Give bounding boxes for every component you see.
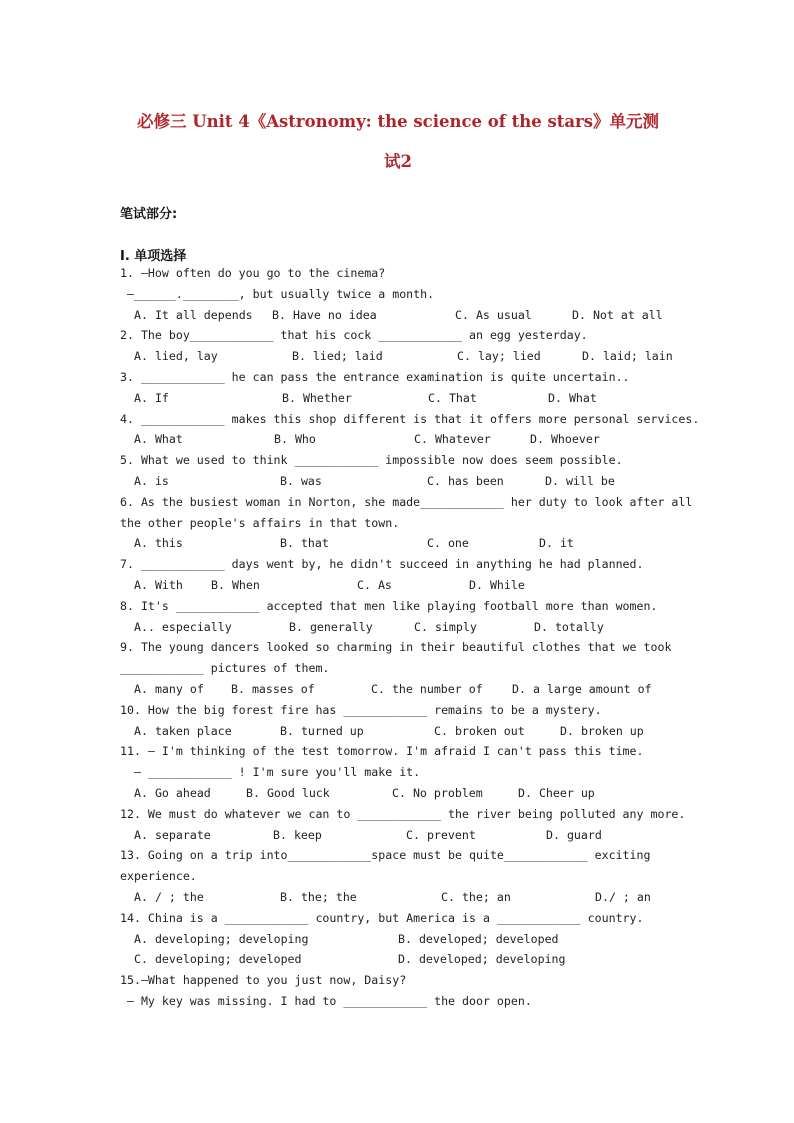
page-title-line2: 试2	[384, 152, 412, 171]
answer-option: A. What	[134, 432, 183, 447]
answer-option: B. was	[280, 474, 322, 488]
answer-option: A. separate	[134, 827, 211, 842]
question-text: — ____________ ! I'm sure you'll make it.	[120, 765, 421, 780]
answer-option: C. has been	[427, 474, 504, 488]
page-title-line1: 必修三 Unit 4《Astronomy: the science of the stars》单元测	[136, 112, 660, 131]
answer-option: B. Good luck	[246, 786, 330, 800]
question-text: 8. It's ____________ accepted that men like playing football more than women.	[120, 598, 658, 613]
answer-option: D. Not at all	[572, 307, 663, 322]
answer-option: B. Whether	[282, 390, 352, 405]
answer-option: B. keep	[273, 827, 322, 842]
answer-option: C. broken out	[434, 723, 525, 738]
question-text: 1. —How often do you go to the cinema?	[120, 266, 386, 280]
answer-option: C. simply	[414, 619, 477, 634]
question-text: ____________ pictures of them.	[120, 661, 330, 676]
answer-option: B. that	[280, 536, 329, 551]
answer-option: C. As usual	[455, 307, 532, 322]
answer-option: A. is	[134, 474, 169, 488]
answer-option: A. It all depends	[134, 307, 253, 322]
answer-option: D./ ; an	[595, 890, 651, 904]
answer-option: C. one	[427, 536, 469, 551]
question-text: 14. China is a ____________ country, but America is a ____________ country.	[120, 910, 644, 925]
answer-option: A. lied, lay	[134, 349, 218, 364]
answer-option: D. broken up	[560, 723, 644, 738]
answer-option: A. this	[134, 536, 183, 551]
answer-option: B. When	[211, 578, 260, 592]
question-text: 5. What we used to think ____________ impossible now does seem possible.	[120, 453, 623, 468]
answer-option: A.. especially	[134, 619, 232, 634]
answer-option: C. developing; developed	[134, 952, 302, 967]
answer-option: C. the; an	[441, 890, 511, 904]
answer-option: D. While	[469, 578, 525, 592]
answer-option: B. turned up	[280, 723, 364, 738]
answer-option: D. a large amount of	[512, 682, 652, 696]
answer-option: C. prevent	[406, 827, 476, 842]
answer-option: C. lay; lied	[457, 349, 541, 364]
answer-option: B. masses of	[231, 682, 315, 696]
answer-option: B. lied; laid	[292, 349, 383, 364]
answer-option: A. taken place	[134, 723, 232, 738]
answer-option: D. will be	[545, 474, 615, 488]
question-text: experience.	[120, 869, 197, 884]
question-text: the other people's affairs in that town.	[120, 515, 400, 530]
question-text: 9. The young dancers looked so charming in their beautiful clothes that we took	[120, 640, 672, 655]
question-text: 7. ____________ days went by, he didn't succeed in anything he had planned.	[120, 557, 644, 572]
question-text: 15.—What happened to you just now, Daisy?	[120, 973, 407, 988]
question-text: 12. We must do whatever we can to ____________ the river being polluted any more.	[120, 806, 686, 821]
question-text: 6. As the busiest woman in Norton, she made____________ her duty to look after all	[120, 494, 693, 509]
answer-option: C. As	[357, 578, 392, 592]
answer-option: C. No problem	[392, 786, 483, 800]
answer-option: B. developed; developed	[398, 931, 559, 946]
answer-option: D. Whoever	[530, 432, 600, 447]
question-text: 2. The boy____________ that his cock ____________ an egg yesterday.	[120, 328, 588, 343]
answer-option: D. totally	[534, 619, 604, 634]
answer-option: A. If	[134, 390, 169, 405]
answer-option: B. generally	[289, 619, 373, 634]
question-text: 3. ____________ he can pass the entrance examination is quite uncertain..	[120, 370, 630, 384]
answer-option: B. Who	[274, 432, 316, 447]
answer-option: A. / ; the	[134, 890, 204, 904]
question-text: 4. ____________ makes this shop different is that it offers more personal services.	[120, 411, 700, 426]
answer-option: A. With	[134, 578, 183, 592]
answer-option: C. the number of	[371, 682, 483, 696]
answer-option: C. Whatever	[414, 432, 491, 447]
question-text: —______.________, but usually twice a month.	[120, 286, 435, 301]
question-text: — My key was missing. I had to ____________ the door open.	[120, 994, 532, 1008]
answer-option: B. the; the	[280, 890, 357, 904]
answer-option: D. developed; developing	[398, 952, 566, 967]
part1-heading: I. 单项选择	[120, 249, 187, 264]
question-text: 11. — I'm thinking of the test tomorrow. I'm afraid I can't pass this time.	[120, 744, 644, 759]
answer-option: B. Have no idea	[272, 307, 377, 322]
question-text: 13. Going on a trip into____________space must be quite____________ exciting	[120, 848, 651, 863]
question-text: 10. How the big forest fire has ____________ remains to be a mystery.	[120, 702, 602, 717]
answer-option: A. Go ahead	[134, 786, 211, 800]
answer-option: C. That	[428, 390, 477, 405]
answer-option: D. laid; lain	[582, 349, 673, 364]
answer-option: D. it	[539, 536, 574, 551]
answer-option: D. What	[548, 390, 597, 405]
answer-option: D. Cheer up	[518, 786, 595, 800]
answer-option: A. many of	[134, 682, 204, 696]
answer-option: A. developing; developing	[134, 931, 309, 946]
written-part-heading: 笔试部分:	[120, 207, 178, 222]
answer-option: D. guard	[546, 827, 602, 842]
